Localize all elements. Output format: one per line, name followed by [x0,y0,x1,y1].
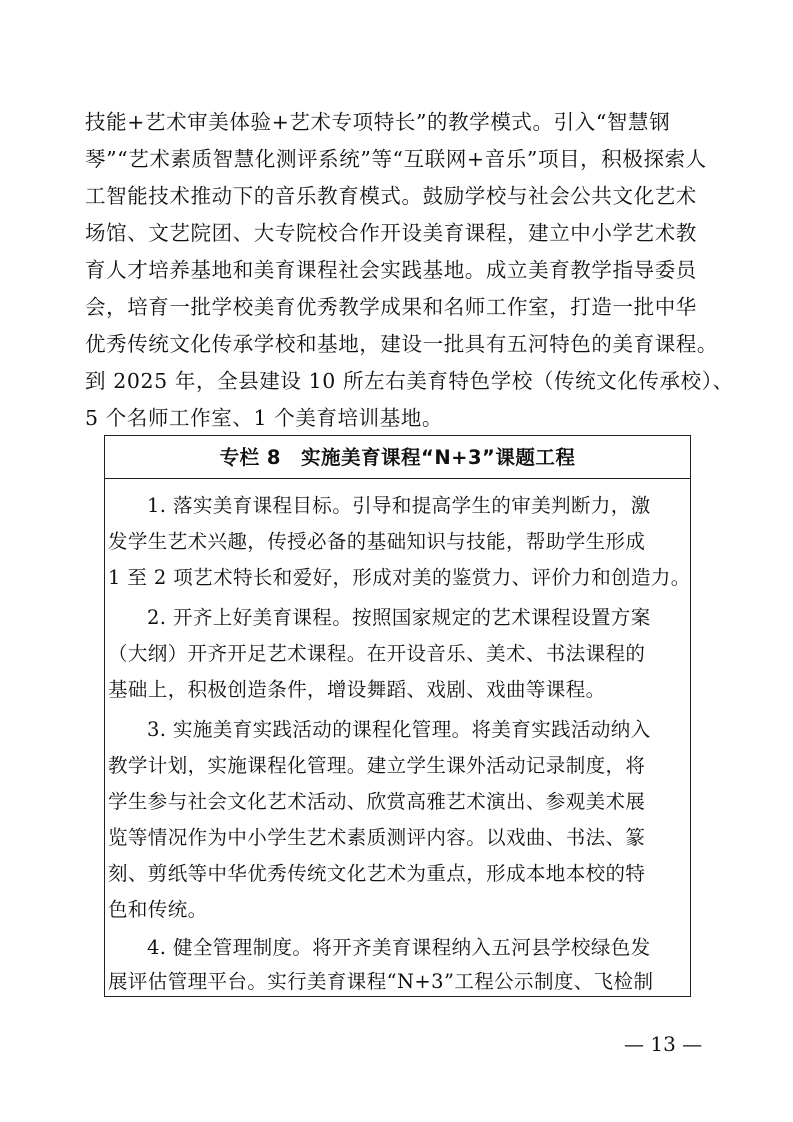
column-line: 教学计划，实施课程化管理。建立学生课外活动记录制度，将 [108,754,646,777]
column-line: 2. 开齐上好美育课程。按照国家规定的艺术课程设置方案 [147,606,651,629]
paragraph-line: 场馆、文艺院团、大专院校合作开设美育课程，建立中小学艺术教 [85,221,697,245]
paragraph-line: 5 个名师工作室、1 个美育培训基地。 [85,406,444,430]
paragraph-line: 会，培育一批学校美育优秀教学成果和名师工作室，打造一批中华 [85,295,697,319]
column-box-title: 专栏 8 实施美育课程“N+3”课题工程 [105,436,690,479]
paragraph-line: 琴”“艺术素质智慧化测评系统”等“互联网+音乐”项目，积极探索人 [85,147,707,171]
column-box [104,435,691,997]
column-line: （大纲）开齐开足艺术课程。在开设音乐、美术、书法课程的 [108,642,646,665]
column-line: 展评估管理平台。实行美育课程“N+3”工程公示制度、飞检制 [108,970,654,993]
paragraph-line: 到 2025 年，全县建设 10 所左右美育特色学校（传统文化传承校）、 [85,369,734,393]
column-line: 览等情况作为中小学生艺术素质测评内容。以戏曲、书法、篆 [108,826,646,849]
paragraph-line: 优秀传统文化传承学校和基地，建设一批具有五河特色的美育课程。 [85,332,718,356]
column-line: 1. 落实美育课程目标。引导和提高学生的审美判断力，激 [147,494,651,517]
column-line: 基础上，积极创造条件，增设舞蹈、戏剧、戏曲等课程。 [108,678,606,701]
column-line: 发学生艺术兴趣，传授必备的基础知识与技能，帮助学生形成 [108,530,646,553]
column-line: 学生参与社会文化艺术活动、欣赏高雅艺术演出、参观美术展 [108,790,646,813]
column-line: 1 至 2 项艺术特长和爱好，形成对美的鉴赏力、评价力和创造力。 [108,566,691,589]
paragraph-line: 育人才培养基地和美育课程社会实践基地。成立美育教学指导委员 [85,258,697,282]
column-line: 色和传统。 [108,898,208,921]
page-number: — 13 — [624,1032,703,1056]
column-line: 刻、剪纸等中华优秀传统文化艺术为重点，形成本地本校的特 [108,862,646,885]
paragraph-line: 工智能技术推动下的音乐教育模式。鼓励学校与社会公共文化艺术 [85,184,697,208]
column-line: 4. 健全管理制度。将开齐美育课程纳入五河县学校绿色发 [147,936,651,959]
paragraph-line: 技能+艺术审美体验+艺术专项特长”的教学模式。引入“智慧钢 [85,110,671,134]
column-line: 3. 实施美育实践活动的课程化管理。将美育实践活动纳入 [147,718,651,741]
